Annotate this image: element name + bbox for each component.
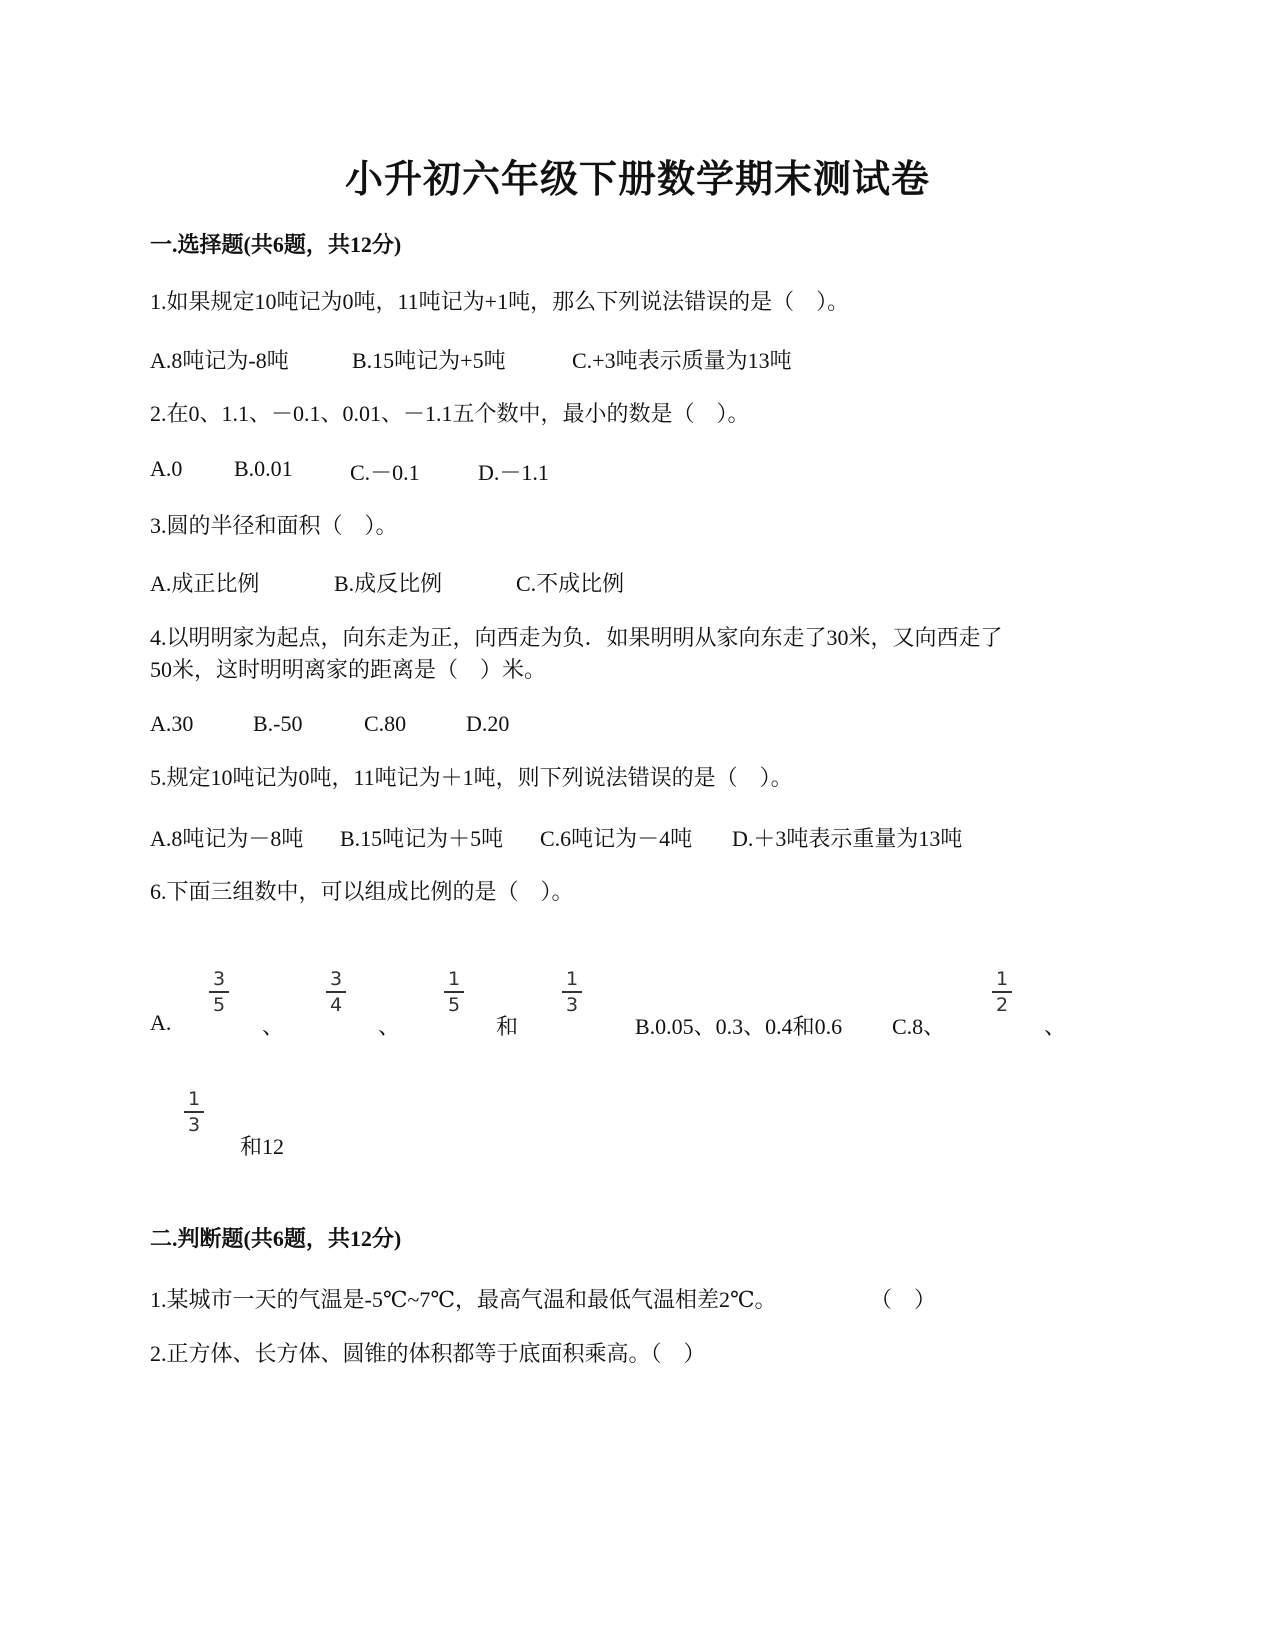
section-heading-judgement: 二.判断题(共6题，共12分) — [150, 1226, 402, 1251]
fraction: 1 2 — [990, 968, 1014, 1016]
option-a: A.成正比例 — [150, 571, 260, 596]
option-b: B.成反比例 — [334, 571, 443, 596]
section-heading-choice: 一.选择题(共6题，共12分) — [150, 232, 402, 257]
question-2-stem: 2.在0、1.1、－0.1、0.01、－1.1五个数中，最小的数是（ ）。 — [150, 401, 750, 426]
option-c: C.不成比例 — [516, 571, 625, 596]
option-c: C.80 — [364, 711, 407, 736]
separator-comma: 、 — [262, 1014, 285, 1039]
separator-comma: 、 — [1044, 1014, 1067, 1039]
option-a: A.0 — [150, 456, 183, 481]
option-b: B.-50 — [253, 711, 303, 736]
option-c-tail: 和12 — [240, 1134, 285, 1159]
fraction: 3 4 — [324, 968, 348, 1016]
question-4-stem-line2: 50米，这时明明离家的距离是（ ）米。 — [150, 657, 547, 682]
page-title: 小升初六年级下册数学期末测试卷 — [344, 159, 930, 201]
fraction: 1 3 — [182, 1088, 206, 1136]
judgement-2-stem: 2.正方体、长方体、圆锥的体积都等于底面积乘高。（ ） — [150, 1341, 706, 1366]
option-a: A.30 — [150, 711, 194, 736]
option-c: C.+3吨表示质量为13吨 — [572, 348, 792, 373]
separator-comma: 、 — [378, 1014, 401, 1039]
separator-and: 和 — [496, 1014, 519, 1039]
fraction: 3 5 — [207, 968, 231, 1016]
question-3-stem: 3.圆的半径和面积（ ）。 — [150, 513, 398, 538]
option-c-label: C.8、 — [892, 1014, 946, 1039]
fraction: 1 3 — [560, 968, 584, 1016]
option-a: A.8吨记为－8吨 — [150, 826, 304, 851]
option-d: D.＋3吨表示重量为13吨 — [732, 826, 963, 851]
option-a-label: A. — [150, 1010, 172, 1035]
option-b: B.15吨记为+5吨 — [352, 348, 506, 373]
question-5-stem: 5.规定10吨记为0吨，11吨记为＋1吨，则下列说法错误的是（ ）。 — [150, 765, 793, 790]
option-c: C.6吨记为－4吨 — [540, 826, 693, 851]
judgement-1-stem: 1.某城市一天的气温是-5℃~7℃，最高气温和最低气温相差2℃。 — [150, 1287, 777, 1312]
question-1-stem: 1.如果规定10吨记为0吨，11吨记为+1吨，那么下列说法错误的是（ ）。 — [150, 289, 850, 314]
fraction: 1 5 — [442, 968, 466, 1016]
option-c: C.－0.1 — [350, 460, 420, 485]
option-b: B.15吨记为＋5吨 — [340, 826, 504, 851]
option-b: B.0.01 — [234, 456, 293, 481]
option-b: B.0.05、0.3、0.4和0.6 — [635, 1014, 843, 1039]
option-d: D.－1.1 — [478, 460, 549, 485]
question-4-stem-line1: 4.以明明家为起点，向东走为正，向西走为负．如果明明从家向东走了30米，又向西走了 — [150, 625, 1003, 650]
question-6-stem: 6.下面三组数中，可以组成比例的是（ ）。 — [150, 879, 574, 904]
option-a: A.8吨记为-8吨 — [150, 348, 289, 373]
option-d: D.20 — [466, 711, 510, 736]
judgement-1-blank: （ ） — [870, 1287, 937, 1312]
